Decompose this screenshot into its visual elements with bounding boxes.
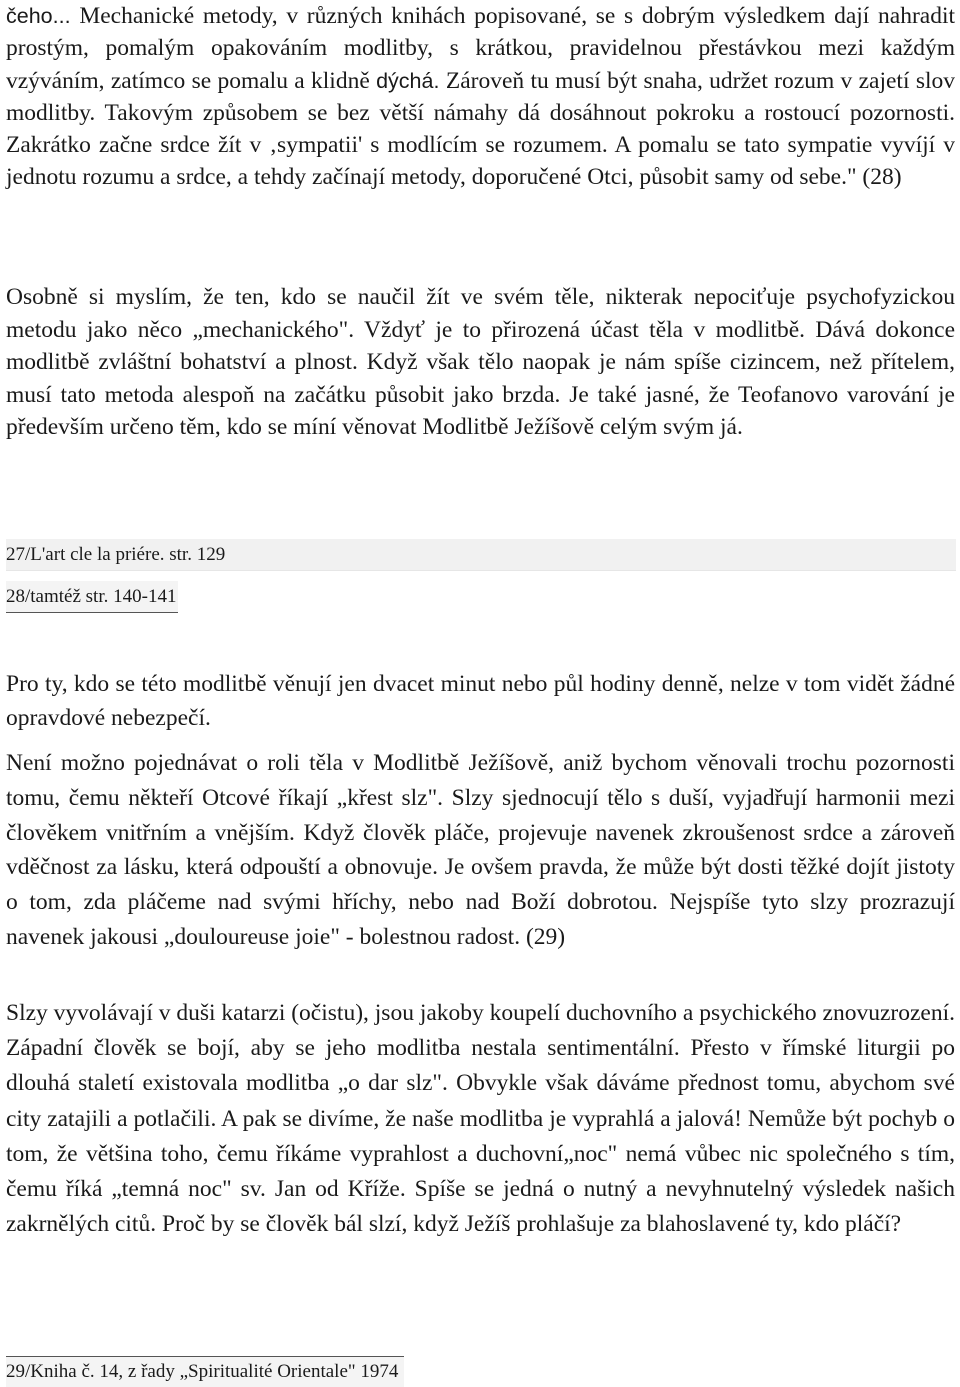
paragraph-1 — [6, 0, 955, 194]
paragraph-1-segment-3: dýchá. — [376, 68, 446, 93]
footnote-28: 28/tamtéž str. 140-141 — [6, 581, 178, 613]
paragraph-3 — [6, 668, 955, 735]
footnote-27: 27/L'art cle la priére. str. 129 — [6, 539, 956, 571]
paragraph-5-text: Slzy vyvolávají v duši katarzi (očistu), jsou jakoby koupelí duchovního a psychického znovuzrození. Západní člověk se bojí, aby se jeho modlitba nestala sentimentální. Přesto v římské liturgii po dlouhá staletí existovala modlitba „o dar slz". Obvykle však dáváme přednost tomu, abychom své city zatajili a potlačili. A pak se divíme, že naše modlitba je vyprahlá a jalová! Nemůže být pochyb o tom, že většina toho, čemu říkáme vyprahlost a duchovní„noc" nemá vůbec nic společného s tím, čemu říká „temná noc" sv. Jan od Kříže. Spíše se jedná o nutný a nevyhnutelný výsledek našich zakrnělých citů. Proč by se člověk bál slzí, když Ježíš prohlašuje za blahoslavené ty, kdo pláčí? — [6, 1000, 955, 1238]
paragraph-4 — [6, 746, 955, 955]
paragraph-3-text: Pro ty, kdo se této modlitbě věnují jen dvacet minut nebo půl hodiny denně, nelze v tom vidět žádné opravdové nebezpečí. — [6, 671, 955, 731]
paragraph-1-segment-1: čeho... — [6, 4, 80, 28]
footnote-29: 29/Kniha č. 14, z řady „Spiritualité Orientale" 1974 — [6, 1356, 404, 1387]
paragraph-2-text: Osobně si myslím, že ten, kdo se naučil žít ve svém těle, nikterak nepociťuje psychofyzickou metodu jako něco „mechanického". Vždyť je to přirozená účast těla v modlitbě. Dává dokonce modlitbě zvláštní bohatství a plnost. Když však tělo naopak je nám spíše cizincem, než přítelem, musí tato metoda alespoň na začátku působit jako brzda. Je také jasné, že Teofanovo varování je především určeno těm, kdo se míní věnovat Modlitbě Ježíšově celým svým já. — [6, 284, 955, 441]
paragraph-5 — [6, 996, 955, 1242]
paragraph-1-segment-4: Zároveň tu musí být snaha, udržet rozum v zajetí slov modlitby. Takovým způsobem se bez větší námahy dá dosáhnout pokroku a rostoucí pozornosti. Zakrátko začne srdce žít v ‚sympatii' s modlícím se rozumem. A pomalu se tato sympatie vyvíjí v jednotu rozumu a srdce, a tehdy začínají metody, doporučené Otci, působit samy od sebe." (28) — [6, 67, 955, 191]
paragraph-4-text: Není možno pojednávat o roli těla v Modlitbě Ježíšově, aniž bychom věnovali trochu pozornosti tomu, čemu někteří Otcové říkají „křest slz". Slzy sjednocují tělo s duší, vyjadřují harmonii mezi člověkem vnitřním a vnějším. Když člověk pláče, projevuje navenek zkroušenost srdce a zároveň vděčnost za lásku, která odpouští a obnovuje. Je ovšem pravda, že může být dosti těžké dojít jistoty o tom, zda pláčeme nad svými hříchy, nebo nad Boží dobrotou. Nejspíše tyto slzy prozrazují navenek jakousi „douloureuse joie" - bolestnou radost. (29) — [6, 750, 955, 950]
paragraph-1-segment-2: Mechanické metody, v různých knihách popisované, se s dobrým výsledkem dají nahradit prostým, pomalým opakováním modlitby, s krátkou, pravidelnou přestávkou mezi každým vzýváním, zatímco se pomalu a klidně — [6, 3, 956, 94]
paragraph-2 — [6, 281, 955, 444]
